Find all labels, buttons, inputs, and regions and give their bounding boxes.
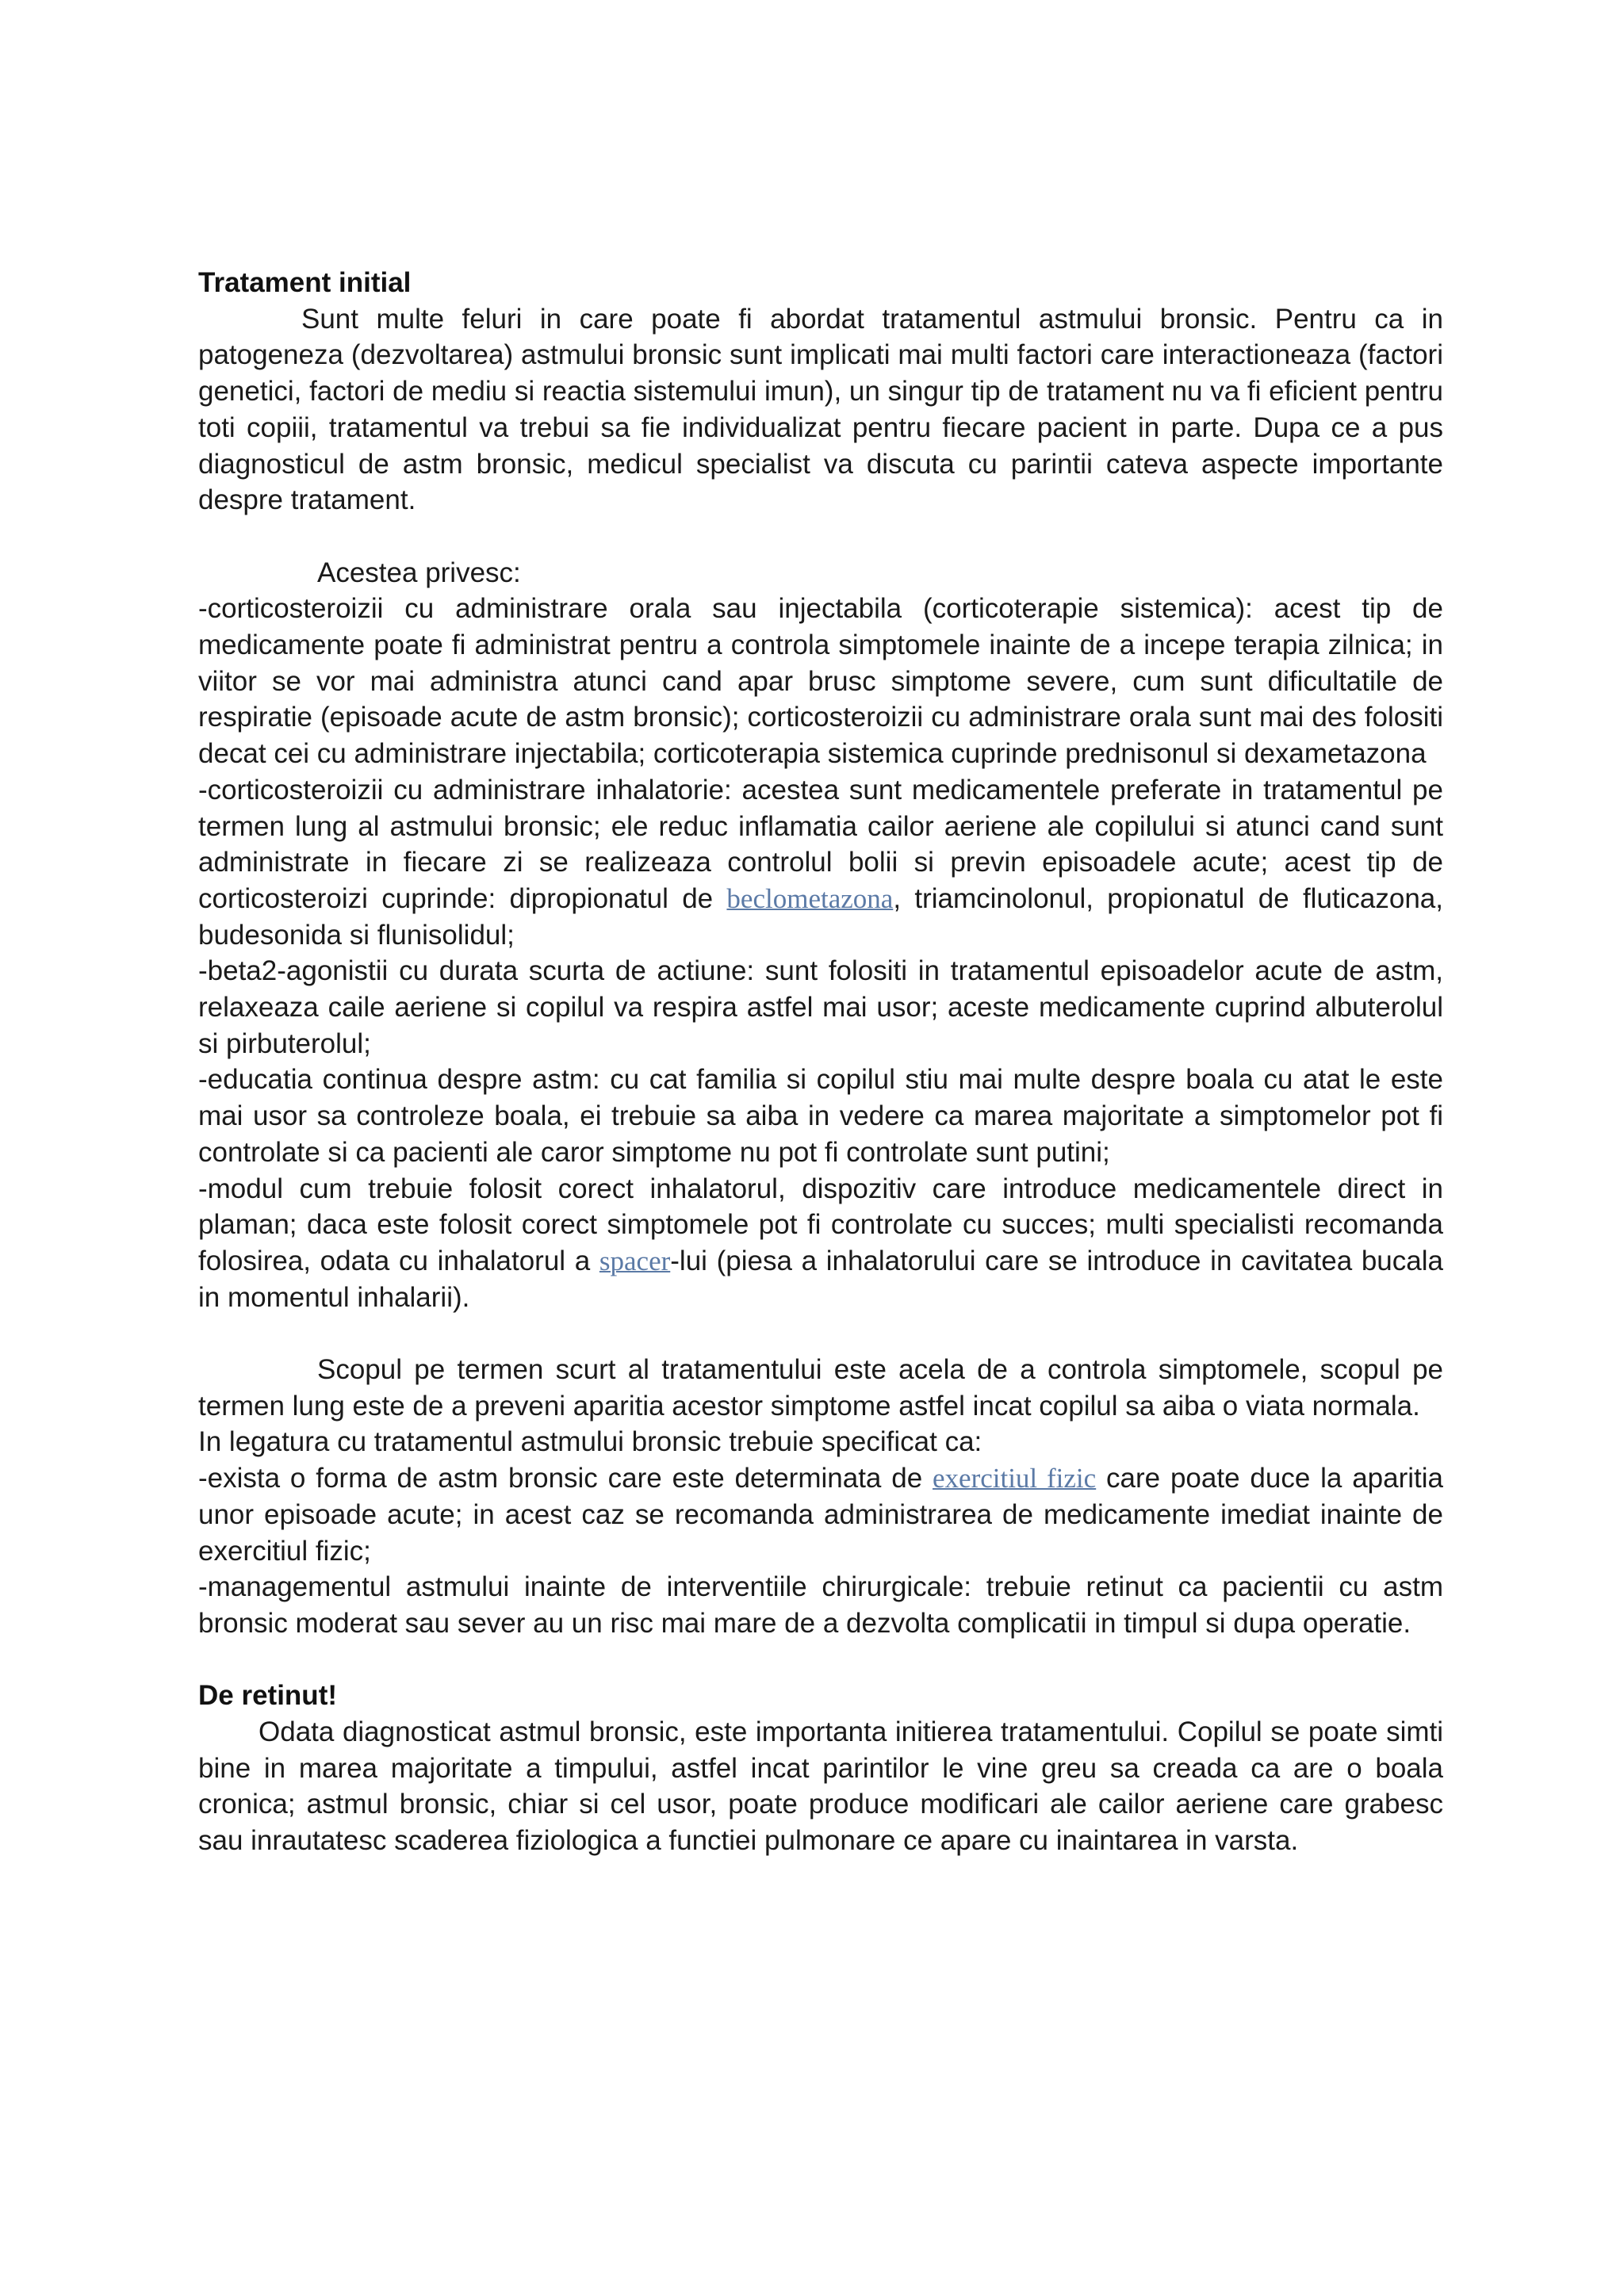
list-item-text: -corticosteroizii cu administrare inhalatorie: acestea sunt medicamentele preferate in tratamentul pe termen lung al astmului bronsic; ele reduc inflamatia cailor aeriene ale copilului si atunci cand sunt administrate in fiecare zi se realizeaza controlul bolii si previn episoadele acute; acest tip de corticosteroizi cuprinde: dipropionatul de	[198, 774, 1443, 914]
heading-tratament-initial: Tratament initial	[198, 267, 412, 298]
link-spacer[interactable]: spacer	[599, 1245, 671, 1276]
list-item-inhalator	[198, 1171, 1443, 1316]
paragraph-intro: Sunt multe feluri in care poate fi abordat tratamentul astmului bronsic. Pentru ca in patogeneza (dezvoltarea) astmului bronsic sunt implicati mai multi factori care interactioneaza (factori genetici, factori de mediu si reactia sistemului imun), un singur tip de tratament nu va fi eficient pentru toti copiii, tratamentul va trebui sa fie individualizat pentru fiecare pacient in parte. Dupa ce a pus diagnosticul de astm bronsic, medicul specialist va discuta cu parintii cateva aspecte importante despre tratament.	[198, 303, 1443, 516]
paragraph-in-legatura: In legatura cu tratamentul astmului bronsic trebuie specificat ca:	[198, 1426, 982, 1458]
list-item-corticoterapie-sistemica: -corticosteroizii cu administrare orala sau injectabila (corticoterapie sistemica): acest tip de medicamente poate fi administrat pentru a controla simptomele inainte de a incepe terapia zilnica; in viitor se vor mai administra atunci cand apar brusc simptome severe, cum sunt dificultatile de respiratie (episoade acute de astm bronsic); corticosteroizii cu administrare orala sunt mai des folositi decat cei cu administrare injectabila; corticoterapia sistemica cuprinde prednisonul si dexametazona	[198, 593, 1443, 770]
paragraph-spacer	[198, 519, 1443, 555]
paragraph-spacer	[198, 1315, 1443, 1352]
paragraph-acestea-privesc: Acestea privesc:	[317, 557, 521, 588]
heading-de-retinut: De retinut!	[198, 1680, 337, 1712]
list-item-beta2-agonisti: -beta2-agonistii cu durata scurta de actiune: sunt folositi in tratamentul episoadelor acute de astm, relaxeaza caile aeriene si copilul va respira astfel mai usor; aceste medicamente cuprind albuterolul si pirbuterolul;	[198, 955, 1443, 1059]
link-exercitiul-fizic[interactable]: exercitiul fizic	[933, 1463, 1097, 1494]
list-item-text: -modul cum trebuie folosit corect inhalatorul, dispozitiv care introduce medicamentele direct in plaman; daca este folosit corect simptomele pot fi controlate cu succes; multi specialisti recomanda folosirea, odata cu inhalatorul a	[198, 1173, 1443, 1276]
list-item-exercitiu-fizic	[198, 1460, 1443, 1569]
list-item-text: , triamcinolonul, propionatul de fluticazona, budesonida si flunisolidul;	[198, 882, 1443, 951]
document-body	[198, 265, 1443, 1859]
link-beclometazona[interactable]: beclometazona	[726, 882, 894, 914]
list-item-educatie-astm: -educatia continua despre astm: cu cat familia si copilul stiu mai multe despre boala cu atat le este mai usor sa controleze boala, ei trebuie sa aiba in vedere ca marea majoritate a simptomelor pot fi controlate si ca pacienti ale caror simptome nu pot fi controlate sunt putini;	[198, 1064, 1443, 1168]
list-item-text: -lui (piesa a inhalatorului care se introduce in cavitatea bucala in momentul inhalarii).	[198, 1245, 1443, 1313]
list-item-text: care poate duce la aparitia unor episoade acute; in acest caz se recomanda administrarea de medicamente imediat inainte de exercitiul fizic;	[198, 1463, 1443, 1567]
list-item-text: -exista o forma de astm bronsic care este determinata de	[198, 1463, 933, 1494]
paragraph-scopul-tratamentului: Scopul pe termen scurt al tratamentului este acela de a controla simptomele, scopul pe termen lung este de a preveni aparitia acestor simptome astfel incat copilul sa aiba o viata normala.	[198, 1354, 1443, 1422]
paragraph-spacer	[198, 1642, 1443, 1678]
list-item-corticosteroizi-inhalatori	[198, 772, 1443, 954]
list-item-interventii-chirurgicale: -managementul astmului inainte de interventiile chirurgicale: trebuie retinut ca pacientii cu astm bronsic moderat sau sever au un risc mai mare de a dezvolta complicatii in timpul si dupa operatie.	[198, 1571, 1443, 1639]
paragraph-de-retinut: Odata diagnosticat astmul bronsic, este importanta initierea tratamentului. Copilul se poate simti bine in marea majoritate a timpului, astfel incat parintilor le vine greu sa creada ca are o boala cronica; astmul bronsic, chiar si cel usor, poate produce modificari ale cailor aeriene care grabesc sau inrautatesc scaderea fiziologica a functiei pulmonare ce apare cu inaintarea in varsta.	[198, 1716, 1443, 1857]
